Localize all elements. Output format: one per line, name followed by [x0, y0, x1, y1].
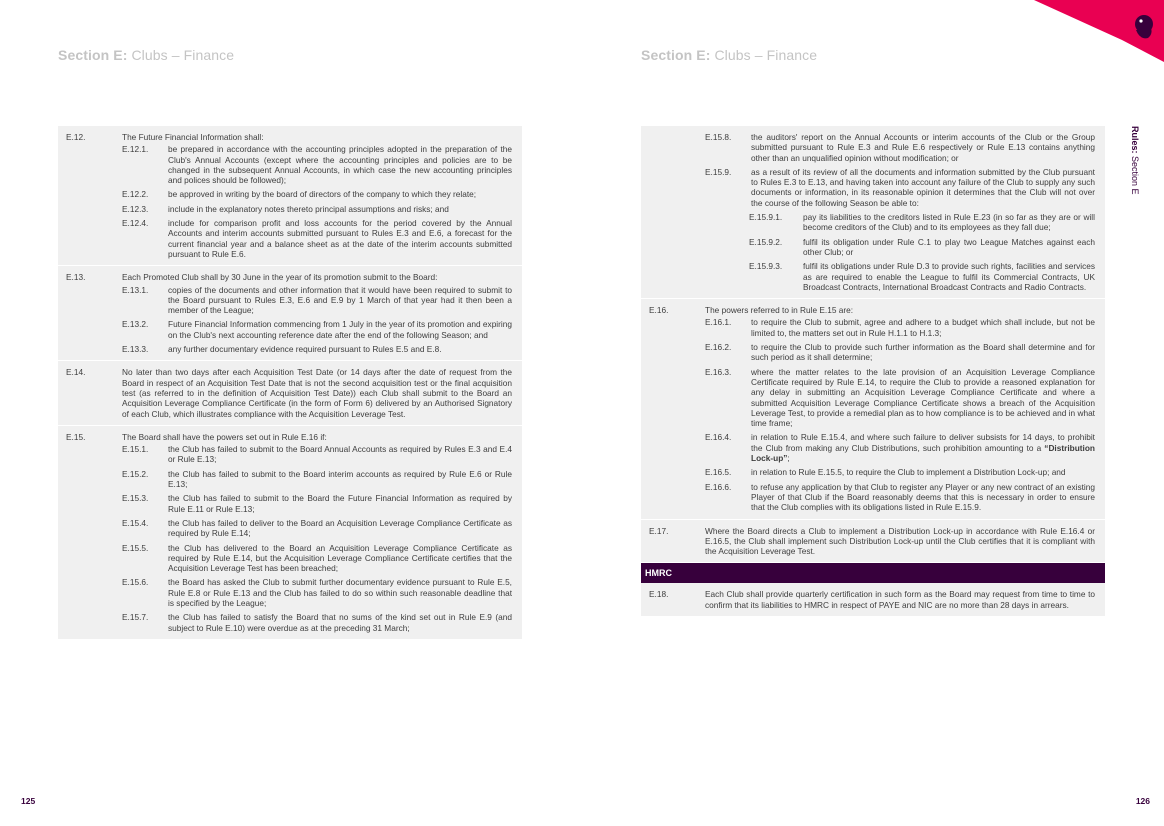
rule-text: Each Promoted Club shall by 30 June in the year of its promotion submit to the Board:: [122, 272, 438, 283]
subrule-number: E.16.3.: [705, 366, 732, 377]
hmrc-section-heading: HMRC: [641, 563, 1105, 583]
subrule-number: E.15.7.: [122, 612, 149, 623]
rule-text: Each Club shall provide quarterly certification in such form as the Board may request from time to time to confirm that its liabilities to HMRC in respect of PAYE and NIC are no more than 28 days in arrears.: [705, 589, 1095, 610]
left-page-rules-panel: [58, 126, 522, 639]
subrule-text: the Club has failed to satisfy the Board that no sums of the kind set out in Rule E.9 (and subject to Rule E.10) were overdue as at the preceding 31 March;: [168, 612, 512, 633]
rule-text: The Future Financial Information shall:: [122, 132, 264, 142]
subrule-text: to refuse any application by that Club to register any Player or any new contract of an existing Player of that Club if the Board reasonably deems that this is necessary in order to ensure that the Club complies with its obligations listed in Rule E.15.9.: [751, 481, 1095, 513]
subrule-text: to require the Club to submit, agree and adhere to a budget which shall include, but not be limited to, the matters set out in Rule H.1.1 to H.1.3;: [751, 317, 1095, 338]
subsubrule-number: E.15.9.3.: [749, 261, 783, 272]
rule-text: The Board shall have the powers set out in Rule E.16 if:: [122, 431, 327, 442]
subrule-text: in relation to Rule E.15.5, to require the Club to implement a Distribution Lock-up; and: [751, 467, 1066, 478]
subsubrule-text: pay its liabilities to the creditors listed in Rule E.23 (in so far as they are or will become creditors of the Club) and to its employees as they fall due;: [803, 212, 1095, 233]
rule-number: E.14.: [66, 367, 86, 378]
subrule-text: be prepared in accordance with the accounting principles adopted in the preparation of the Club's Annual Accounts (except where the accounting principles and policies are to be changed in the subsequent Annual Accounts, in which case the new accounting principles and polices should be followed);: [168, 144, 512, 186]
rule-e14: [58, 361, 522, 425]
subrule-number: E.15.1.: [122, 444, 149, 455]
right-page-rules-panel: [641, 126, 1105, 616]
subrule-text: the Club has failed to deliver to the Board an Acquisition Leverage Compliance Certificate as required by Rule E.14;: [168, 517, 512, 539]
defined-term: “Distribution Lock-up”: [751, 442, 1095, 464]
subrule-text: include in the explanatory notes thereto principal assumptions and risks; and: [168, 203, 449, 214]
subsubrule-number: E.15.9.1.: [749, 212, 783, 223]
side-label-bold: Rules:: [1130, 126, 1140, 154]
section-header-left: [58, 47, 234, 63]
subrule-number: E.13.3.: [122, 344, 149, 355]
page-number-right: 126: [1135, 796, 1150, 806]
subrule-number: E.16.1.: [705, 317, 732, 328]
rule-e17: [641, 520, 1105, 564]
subrule-text: the Board has asked the Club to submit further documentary evidence pursuant to Rule E.5, Rule E.8 or Rule E.13 and the Club has failed to do so within such reasonable deadline that is specified by the League;: [168, 577, 512, 608]
subrule-text: the Club has failed to submit to the Board interim accounts as required by Rule E.6 or Rule E.13;: [168, 468, 512, 490]
subrule-number: E.15.2.: [122, 468, 149, 479]
rule-e15-continued: [641, 126, 1105, 299]
subrule-number: E.12.3.: [122, 203, 149, 214]
subrule-text: any further documentary evidence required pursuant to Rules E.5 and E.8.: [168, 344, 442, 355]
rule-number: E.16.: [649, 305, 669, 316]
subrule-text: the Club has failed to submit to the Board Annual Accounts as required by Rules E.3 and E.4 or Rule E.13;: [168, 444, 512, 465]
subrule-number: E.16.2.: [705, 342, 732, 353]
rule-number: E.12.: [66, 132, 86, 142]
rule-number: E.17.: [649, 525, 669, 536]
subrule-number: E.15.8.: [705, 132, 732, 142]
rule-e16: [641, 299, 1105, 519]
subrule-text-end: ;: [787, 453, 790, 464]
subrule-text: [751, 432, 1095, 463]
rule-number: E.13.: [66, 272, 86, 283]
subrule-number: E.16.6.: [705, 481, 732, 492]
section-header-bold: Section E:: [641, 47, 711, 63]
subrule-number: E.15.3.: [122, 493, 149, 504]
section-header-rest: Clubs – Finance: [131, 47, 235, 63]
section-header-right: [641, 47, 817, 63]
rule-text: No later than two days after each Acquisition Test Date (or 14 days after the date of request from the Board in respect of an Acquisition Test Date that is not the second acquisition test or the final acquisition test (as referred to in the definition of Acquisition Test Date)) each Club shall submit to the Board an Acquisition Leverage Compliance Certificate (in the form of Form 6) delivered by an Authorised Signatory of each Club, which illustrates compliance with the Acquisition Leverage Test.: [122, 367, 512, 419]
rule-e15: [58, 426, 522, 639]
subrule-text: the auditors' report on the Annual Accounts or interim accounts of the Club or the Group submitted pursuant to Rule E.3 and Rule E.6 respectively or Rule E.13 contains anything other than an unqualified opinion without modification; or: [751, 132, 1095, 163]
subrule-text: the Club has delivered to the Board an Acquisition Leverage Compliance Certificate as required by Rule E.14, but the Acquisition Leverage Compliance Certificate certifies that the Acquisition Leverage Test has been breached;: [168, 542, 512, 574]
subrule-number: E.15.6.: [122, 577, 149, 588]
side-label-rest: Section E: [1130, 156, 1140, 195]
subrule-number: E.16.5.: [705, 467, 732, 478]
subrule-number: E.13.2.: [122, 319, 149, 330]
subrule-text: be approved in writing by the board of directors of the company to which they relate;: [168, 189, 477, 200]
subrule-number: E.12.4.: [122, 218, 149, 229]
subrule-number: E.16.4.: [705, 432, 732, 443]
rule-number: E.15.: [66, 431, 86, 442]
subrule-number: E.12.2.: [122, 189, 149, 200]
subrule-number: E.12.1.: [122, 144, 149, 155]
subrule-number: E.15.9.: [705, 166, 732, 177]
subsubrule-text: fulfil its obligations under Rule D.3 to provide such rights, facilities and services as are required to enable the League to fulfil its Commercial Contracts, UK Broadcast Contracts, International Broadcast Contracts and Radio Contracts.: [803, 261, 1095, 292]
section-header-bold: Section E:: [58, 47, 128, 63]
subrule-text: the Club has failed to submit to the Board the Future Financial Information as required by Rule E.11 or Rule E.13;: [168, 493, 512, 514]
subrule-text: as a result of its review of all the documents and information submitted by the Club pursuant to Rules E.3 to E.13, and having taken into account any failure of the Club to supply any such documents or information, in its reasonable opinion it determines that the Club will not over the course of the following Season be able to:: [751, 166, 1095, 208]
section-header-rest: Clubs – Finance: [714, 47, 818, 63]
subrule-text: copies of the documents and other information that it would have been required to submit to the Board pursuant to Rules E.3, E.6 and E.9 by 1 March of that year had it then been a member of the League;: [168, 284, 512, 316]
subrule-text-start: in relation to Rule E.15.4, and where such failure to deliver subsists for 14 days, to prohibit the Club from making any Club Distributions, such prohibition amounting to a: [751, 432, 1095, 453]
rule-e12: [58, 126, 522, 266]
subrule-number: E.15.5.: [122, 542, 149, 553]
subsubrule-text: fulfil its obligation under Rule C.1 to play two League Matches against each other Club; or: [803, 236, 1095, 257]
subrule-number: E.15.4.: [122, 517, 149, 528]
rule-text: The powers referred to in Rule E.15 are:: [705, 305, 854, 316]
side-rules-label: [1128, 126, 1142, 246]
subsubrule-number: E.15.9.2.: [749, 236, 783, 247]
subrule-text: to require the Club to provide such further information as the Board shall determine and for such period as it shall determine;: [751, 342, 1095, 363]
rule-e13: [58, 266, 522, 361]
subrule-text: include for comparison profit and loss accounts for the period covered by the Annual Accounts and interim accounts submitted pursuant to Rules E.3 and E.6, a forecast for the current financial year and a balance sheet as at the date of the interim accounts submitted pursuant to Rule E.6.: [168, 218, 512, 259]
rule-text: Where the Board directs a Club to implement a Distribution Lock-up in accordance with Rule E.16.4 or E.16.5, the Club shall implement such Distribution Lock-up until the Club certifies that it is compliant with the Acquisition Leverage Test.: [705, 525, 1095, 557]
page-number-left: 125: [21, 796, 36, 806]
rule-e18: [641, 583, 1105, 616]
premier-league-corner-logo: [1014, 0, 1164, 70]
subrule-text: where the matter relates to the late provision of an Acquisition Leverage Compliance Certificate required by Rule E.14, to require the Club to provide a reasoned explanation for any delay in submitting an Acquisition Leverage Compliance Certificate and where a submitted Acquisition Leverage Compliance Certificate shows a breach of the Acquisition Leverage Test, to provide a remedial plan as to how compliance is to be achieved and in what time frame;: [751, 366, 1095, 429]
subrule-number: E.13.1.: [122, 284, 149, 295]
rule-number: E.18.: [649, 589, 669, 600]
subrule-text: Future Financial Information commencing from 1 July in the year of its promotion and expiring on the Club's next accounting reference date after the end of the following Season; and: [168, 319, 512, 340]
